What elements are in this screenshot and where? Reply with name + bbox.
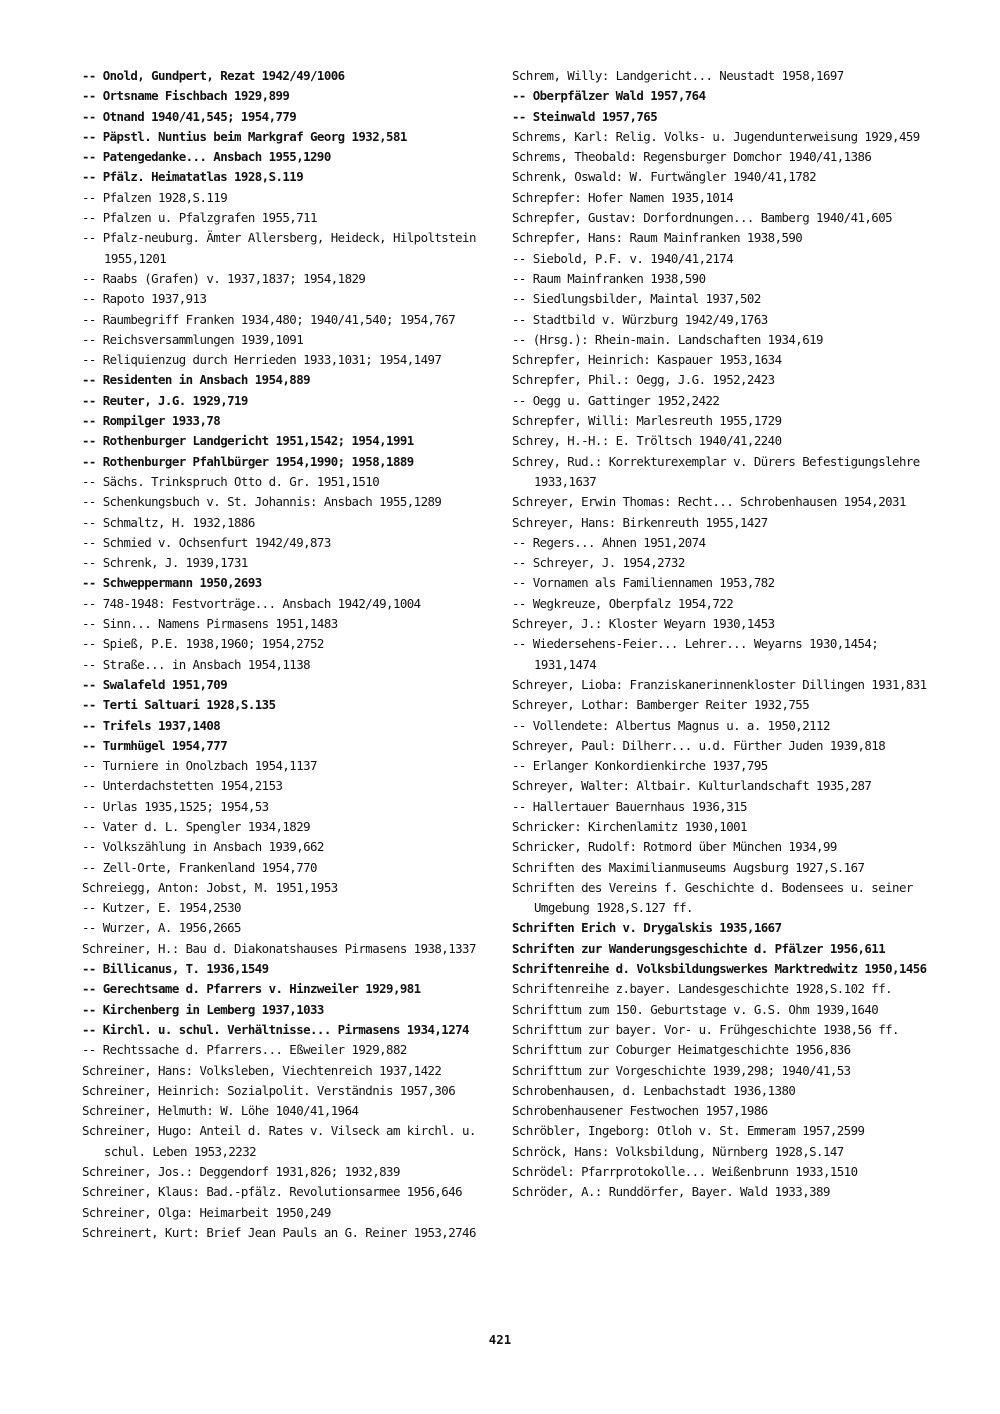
index-entry: -- 748-1948: Festvorträge... Ansbach 1942/49,1004 [82, 595, 421, 611]
index-entry: -- Otnand 1940/41,545; 1954,779 [82, 108, 297, 124]
index-entry: Schrey, H.-H.: E. Tröltsch 1940/41,2240 [512, 433, 782, 449]
index-entry: -- (Hrsg.): Rhein-main. Landschaften 1934,619 [512, 331, 823, 347]
index-entry: -- Volkszählung in Ansbach 1939,662 [82, 839, 324, 855]
index-entry: -- Reichsversammlungen 1939,1091 [82, 331, 304, 347]
index-entry: Schrepfer, Willi: Marlesreuth 1955,1729 [512, 413, 782, 429]
index-entry: Schröder, A.: Runddörfer, Bayer. Wald 1933,389 [512, 1184, 830, 1200]
index-entry: Schrenk, Oswald: W. Furtwängler 1940/41,1782 [512, 169, 817, 185]
index-entry: Schrobenhausen, d. Lenbachstadt 1936,1380 [512, 1082, 796, 1098]
index-entry: -- Vornamen als Familiennamen 1953,782 [512, 575, 775, 591]
index-entry: Schrepfer, Heinrich: Kaspauer 1953,1634 [512, 352, 782, 368]
index-entry: -- Patengedanke... Ansbach 1955,1290 [82, 149, 331, 165]
index-entry: Schreyer, Paul: Dilherr... u.d. Fürther Juden 1939,818 [512, 737, 886, 753]
index-entry: Schreyer, Walter: Altbair. Kulturlandschaft 1935,287 [512, 778, 872, 794]
index-entry: Schriften Erich v. Drygalskis 1935,1667 [512, 920, 782, 936]
index-entry: -- Pfalz-neuburg. Ämter Allersberg, Heideck, Hilpoltstein 1955,1201 [82, 230, 476, 266]
index-entry: Schreiner, H.: Bau d. Diakonatshauses Pirmasens 1938,1337 [82, 940, 476, 956]
index-entry: -- Ortsname Fischbach 1929,899 [82, 88, 290, 104]
index-entry: -- Pfalzen 1928,S.119 [82, 189, 228, 205]
index-entry: Schrifttum zum 150. Geburtstage v. G.S. Ohm 1939,1640 [512, 1001, 879, 1017]
index-entry: -- Vater d. L. Spengler 1934,1829 [82, 818, 311, 834]
index-entry: Schrey, Rud.: Korrekturexemplar v. Dürers Befestigungslehre 1933,1637 [512, 453, 920, 489]
index-entry: -- Reuter, J.G. 1929,719 [82, 392, 248, 408]
index-entry: Schreiner, Hugo: Anteil d. Rates v. Vilseck am kirchl. u. schul. Leben 1953,2232 [82, 1123, 476, 1159]
index-entry: Schriften zur Wanderungsgeschichte d. Pfälzer 1956,611 [512, 940, 886, 956]
index-entry: -- Raumbegriff Franken 1934,480; 1940/41,540; 1954,767 [82, 311, 456, 327]
index-entry: -- Spieß, P.E. 1938,1960; 1954,2752 [82, 636, 324, 652]
index-entry: Schrifttum zur Vorgeschichte 1939,298; 1940/41,53 [512, 1062, 851, 1078]
index-entry: Schreiner, Jos.: Deggendorf 1931,826; 1932,839 [82, 1164, 400, 1180]
index-entry: -- Zell-Orte, Frankenland 1954,770 [82, 859, 317, 875]
index-entry: Schröck, Hans: Volksbildung, Nürnberg 1928,S.147 [512, 1143, 844, 1159]
index-entry: -- Onold, Gundpert, Rezat 1942/49/1006 [82, 68, 345, 83]
index-entry: Schricker, Rudolf: Rotmord über München 1934,99 [512, 839, 837, 855]
index-entry: Schriften des Maximilianmuseums Augsburg 1927,S.167 [512, 859, 865, 875]
page-number: 421 [488, 1332, 512, 1347]
index-entry: Schreyer, J.: Kloster Weyarn 1930,1453 [512, 616, 775, 632]
index-entry: Schrifttum zur bayer. Vor- u. Frühgeschichte 1938,56 ff. [512, 1021, 899, 1037]
index-entry: -- Kirchl. u. schul. Verhältnisse... Pirmasens 1934,1274 [82, 1021, 469, 1037]
index-entry: -- Stadtbild v. Würzburg 1942/49,1763 [512, 311, 768, 327]
index-entry: Schreiner, Heinrich: Sozialpolit. Verständnis 1957,306 [82, 1082, 456, 1098]
index-entry: Schricker: Kirchenlamitz 1930,1001 [512, 818, 747, 834]
index-entry: -- Kirchenberg in Lemberg 1937,1033 [82, 1001, 324, 1017]
index-entry: -- Pfälz. Heimatatlas 1928,S.119 [82, 169, 304, 185]
index-entry: Schrepfer, Gustav: Dorfordnungen... Bamberg 1940/41,605 [512, 210, 893, 226]
index-entry: Schreiner, Hans: Volksleben, Viechtenreich 1937,1422 [82, 1062, 442, 1078]
index-entry: -- Billicanus, T. 1936,1549 [82, 961, 269, 977]
index-entry: -- Steinwald 1957,765 [512, 108, 658, 124]
index-entry: -- Erlanger Konkordienkirche 1937,795 [512, 758, 768, 774]
index-entry: -- Schmied v. Ochsenfurt 1942/49,873 [82, 534, 331, 550]
index-entry: Schriftenreihe d. Volksbildungswerkes Marktredwitz 1950,1456 [512, 961, 927, 977]
index-entry: -- Kutzer, E. 1954,2530 [82, 900, 241, 916]
index-entry: -- Oegg u. Gattinger 1952,2422 [512, 392, 720, 408]
right-column [512, 66, 942, 1203]
index-entry: -- Wiedersehens-Feier... Lehrer... Weyarns 1930,1454; 1931,1474 [512, 636, 879, 672]
index-entry: Schriftenreihe z.bayer. Landesgeschichte 1928,S.102 ff. [512, 981, 893, 997]
index-entry: -- Schweppermann 1950,2693 [82, 575, 262, 591]
index-entry: -- Schenkungsbuch v. St. Johannis: Ansbach 1955,1289 [82, 494, 442, 510]
index-entry: -- Schreyer, J. 1954,2732 [512, 555, 685, 571]
index-entry: -- Raabs (Grafen) v. 1937,1837; 1954,1829 [82, 270, 366, 286]
index-entry: Schreyer, Lioba: Franziskanerinnenkloster Dillingen 1931,831 [512, 676, 927, 692]
index-entry: -- Unterdachstetten 1954,2153 [82, 778, 283, 794]
index-entry: Schrems, Karl: Relig. Volks- u. Jugendunterweisung 1929,459 [512, 128, 920, 144]
index-entry: -- Rothenburger Pfahlbürger 1954,1990; 1958,1889 [82, 453, 414, 469]
index-entry: -- Schrenk, J. 1939,1731 [82, 555, 248, 571]
index-entry: Schreyer, Hans: Birkenreuth 1955,1427 [512, 514, 768, 530]
index-entry: Schreiner, Olga: Heimarbeit 1950,249 [82, 1204, 331, 1220]
index-entry: Schreiegg, Anton: Jobst, M. 1951,1953 [82, 879, 338, 895]
index-entry: -- Oberpfälzer Wald 1957,764 [512, 88, 706, 104]
index-entry: -- Rompilger 1933,78 [82, 413, 221, 429]
index-entry: Schrödel: Pfarrprotokolle... Weißenbrunn 1933,1510 [512, 1164, 858, 1180]
index-entry: Schrobenhausener Festwochen 1957,1986 [512, 1103, 768, 1119]
index-entry: Schrepfer, Hans: Raum Mainfranken 1938,590 [512, 230, 803, 246]
index-entry: -- Turniere in Onolzbach 1954,1137 [82, 758, 317, 774]
index-entry: -- Schmaltz, H. 1932,1886 [82, 514, 255, 530]
index-entry: Schrepfer: Hofer Namen 1935,1014 [512, 189, 734, 205]
index-entry: -- Päpstl. Nuntius beim Markgraf Georg 1932,581 [82, 128, 407, 144]
index-entry: -- Hallertauer Bauernhaus 1936,315 [512, 798, 747, 814]
index-entry: -- Regers... Ahnen 1951,2074 [512, 534, 706, 550]
index-entry: -- Rothenburger Landgericht 1951,1542; 1954,1991 [82, 433, 414, 449]
index-entry: Schreyer, Erwin Thomas: Recht... Schrobenhausen 1954,2031 [512, 494, 906, 510]
index-entry: -- Urlas 1935,1525; 1954,53 [82, 798, 269, 814]
index-entry: -- Siebold, P.F. v. 1940/41,2174 [512, 250, 734, 266]
index-entry: Schrifttum zur Coburger Heimatgeschichte 1956,836 [512, 1042, 851, 1058]
index-entry: -- Sinn... Namens Pirmasens 1951,1483 [82, 616, 338, 632]
index-entry: Schrem, Willy: Landgericht... Neustadt 1958,1697 [512, 68, 844, 83]
index-entry: -- Trifels 1937,1408 [82, 717, 221, 733]
index-entry: -- Vollendete: Albertus Magnus u. a. 1950,2112 [512, 717, 830, 733]
index-entry: -- Wegkreuze, Oberpfalz 1954,722 [512, 595, 734, 611]
index-entry: -- Siedlungsbilder, Maintal 1937,502 [512, 291, 761, 307]
index-entry: -- Raum Mainfranken 1938,590 [512, 270, 706, 286]
index-entry: Schreiner, Helmuth: W. Löhe 1040/41,1964 [82, 1103, 359, 1119]
index-entry: Schreyer, Lothar: Bamberger Reiter 1932,755 [512, 697, 810, 713]
index-entry: Schriften des Vereins f. Geschichte d. Bodensees u. seiner Umgebung 1928,S.127 ff. [512, 879, 913, 916]
index-entry: -- Terti Saltuari 1928,S.135 [82, 697, 276, 713]
index-entry: -- Reliquienzug durch Herrieden 1933,1031; 1954,1497 [82, 352, 442, 368]
index-entry: -- Straße... in Ansbach 1954,1138 [82, 656, 311, 672]
index-entry: -- Wurzer, A. 1956,2665 [82, 920, 241, 936]
index-entry: -- Turmhügel 1954,777 [82, 737, 228, 753]
index-entry: -- Rapoto 1937,913 [82, 291, 207, 307]
index-entry: Schrepfer, Phil.: Oegg, J.G. 1952,2423 [512, 372, 775, 388]
index-entry: -- Residenten in Ansbach 1954,889 [82, 372, 311, 388]
left-column [82, 66, 497, 1243]
index-entry: -- Rechtssache d. Pfarrers... Eßweiler 1929,882 [82, 1042, 407, 1058]
index-entry: -- Gerechtsame d. Pfarrers v. Hinzweiler 1929,981 [82, 981, 421, 997]
index-entry: Schreiner, Klaus: Bad.-pfälz. Revolutionsarmee 1956,646 [82, 1184, 463, 1200]
index-entry: Schreinert, Kurt: Brief Jean Pauls an G. Reiner 1953,2746 [82, 1224, 476, 1240]
index-entry: -- Pfalzen u. Pfalzgrafen 1955,711 [82, 210, 317, 226]
index-entry: -- Sächs. Trinkspruch Otto d. Gr. 1951,1510 [82, 473, 380, 489]
index-entry: Schrems, Theobald: Regensburger Domchor 1940/41,1386 [512, 149, 872, 165]
index-entry: -- Swalafeld 1951,709 [82, 676, 228, 692]
index-entry: Schröbler, Ingeborg: Otloh v. St. Emmeram 1957,2599 [512, 1123, 865, 1139]
